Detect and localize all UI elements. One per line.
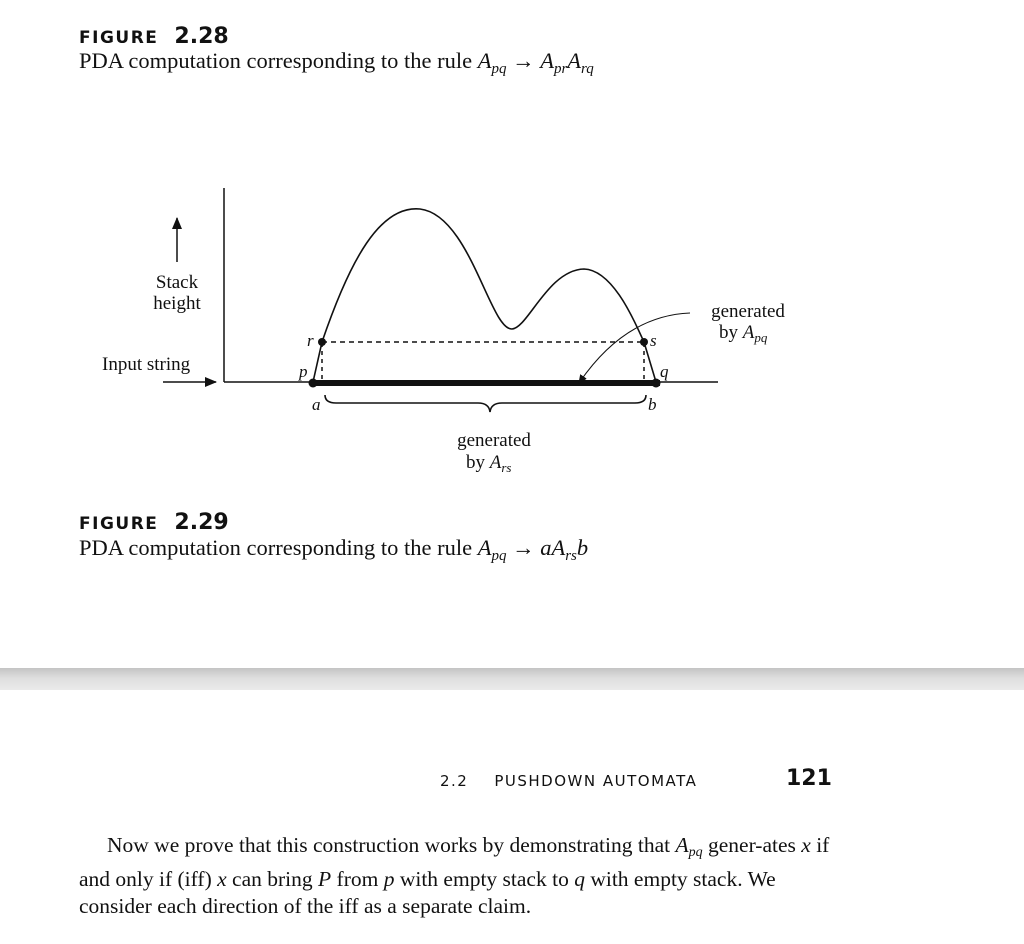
underbrace: [325, 395, 646, 412]
brace-label-line1: generated: [457, 430, 531, 451]
y-axis-label-line1: Stack: [155, 272, 199, 293]
running-head: [440, 772, 697, 790]
rule-arrow: →: [512, 48, 535, 73]
point-s: [640, 338, 648, 346]
page-separator: [0, 668, 1024, 690]
rule2-lhs-sub: pq: [491, 548, 507, 564]
rule-rhs-1: A: [540, 48, 554, 73]
point-p: [309, 379, 318, 388]
rule-lhs: A: [477, 48, 492, 73]
stack-height-curve: [313, 209, 656, 382]
point-r: [318, 338, 326, 346]
label-q: q: [660, 362, 669, 381]
side-label-line1: generated: [711, 301, 785, 322]
figure-228-caption-text: PDA computation corresponding to the rule: [79, 48, 478, 73]
rule2-rhs-sub: rs: [565, 548, 577, 564]
figure-229-number: 2.29: [174, 510, 229, 535]
brace-label-line2: by $A_{rs}$: [466, 452, 512, 475]
body-paragraph: Now we prove that this construction works by demonstrating that $A_{pq}$ gener-ates x if and only if (iff) x can bring P from p with empty stack to q with empty stack. We consider each direction of the iff as a separate claim.: [79, 833, 830, 918]
label-r: r: [307, 331, 314, 350]
label-a: a: [312, 395, 321, 414]
x-axis-label: Input string: [102, 354, 191, 375]
label-b: b: [648, 395, 657, 414]
figure-228-number: 2.28: [174, 24, 229, 49]
figure-228-word: FIGURE: [79, 28, 159, 48]
section-number: 2.2: [440, 772, 469, 790]
figure-229-word: FIGURE: [79, 514, 159, 534]
section-title: PUSHDOWN AUTOMATA: [494, 772, 698, 790]
side-label-line2: by $A_{pq}$: [719, 322, 768, 345]
rule-rhs-1-sub: pr: [553, 61, 568, 77]
rule2-rhs-post: b: [576, 535, 589, 560]
label-p: p: [299, 362, 308, 381]
rule-rhs-2-sub: rq: [581, 61, 594, 77]
figure-229-label: [79, 510, 229, 535]
rule-rhs-2: A: [567, 48, 582, 73]
label-s: s: [650, 331, 657, 350]
rule2-lhs: A: [477, 535, 492, 560]
figure-229-caption-text: PDA computation corresponding to the rule: [79, 535, 478, 560]
rule-lhs-sub: pq: [491, 61, 507, 77]
rule2-arrow: →: [512, 535, 535, 560]
figure-229-caption: [79, 535, 588, 565]
y-axis-label-line2: height: [153, 293, 201, 314]
page-number: 121: [786, 766, 832, 791]
rule2-rhs-pre: aA: [540, 535, 566, 560]
